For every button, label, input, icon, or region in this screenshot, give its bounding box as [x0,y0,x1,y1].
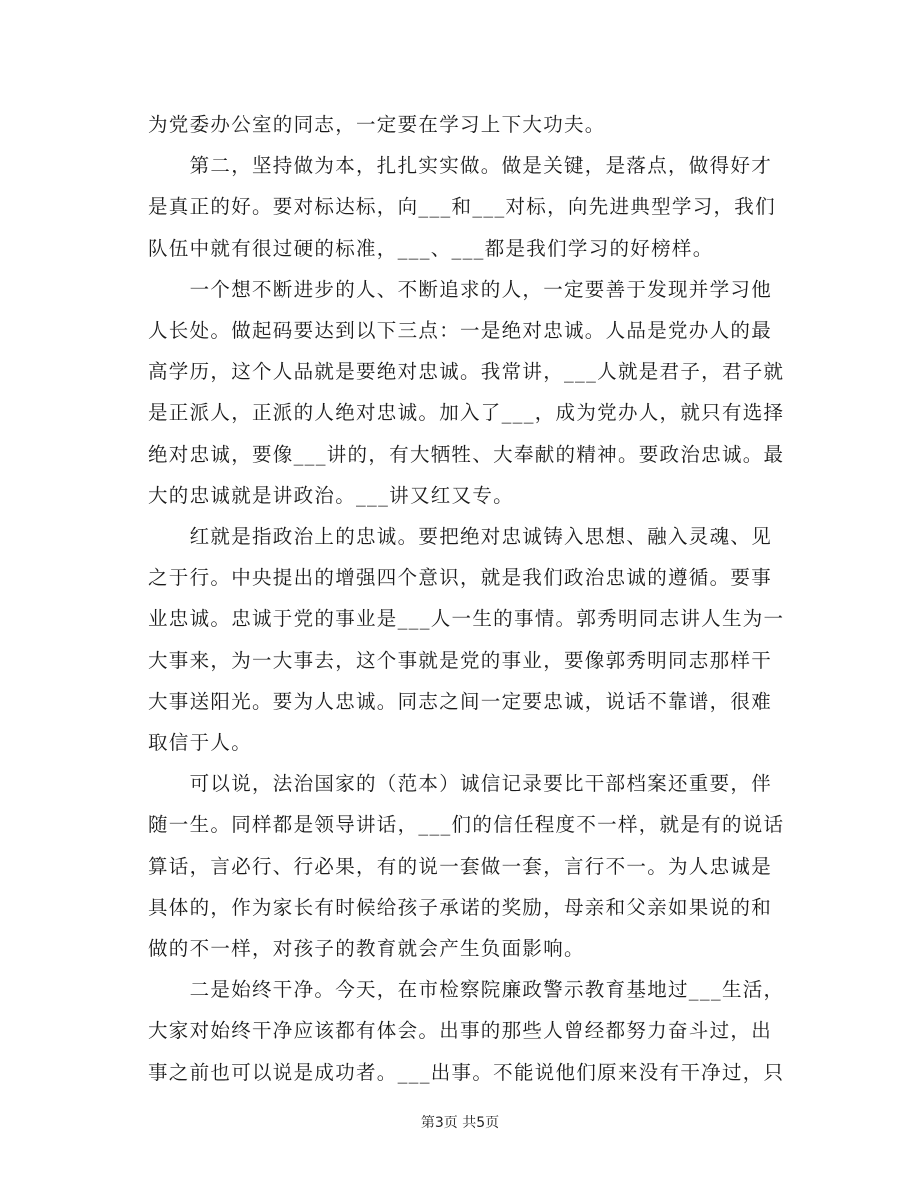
paragraph-1 [148,104,786,145]
text-line: 红就是指政治上的忠诚。要把绝对忠诚铸入思想、融入灵魂、见 [148,525,773,549]
text-line: 业忠诚。忠诚于党的事业是___人一生的事情。郭秀明同志讲人生为一 [148,607,785,631]
paragraph-6 [148,969,786,1093]
page-number-footer: 第3页 共5页 [420,1115,500,1131]
body-text [148,104,786,1093]
paragraph-4 [148,516,786,763]
text-line: 第二，坚持做为本，扎扎实实做。做是关键，是落点，做得好才 [148,154,773,178]
text-line: 具体的，作为家长有时候给孩子承诺的奖励，母亲和父亲如果说的和 [148,895,773,919]
paragraph-2 [148,145,786,269]
text-line: 算话，言必行、行必果，有的说一套做一套，言行不一。为人忠诚是 [148,854,773,878]
text-line: 可以说，法治国家的（范本）诚信记录要比干部档案还重要，伴 [148,772,773,796]
paragraph-5 [148,763,786,969]
text-line: 大事送阳光。要为人忠诚。同志之间一定要忠诚，说话不靠谱，很难 [148,689,773,713]
text-line: 人长处。做起码要达到以下三点：一是绝对忠诚。人品是党办人的最 [148,319,773,343]
text-line: 是真正的好。要对标达标，向___和___对标，向先进典型学习，我们 [148,195,776,219]
text-line: 之于行。中央提出的增强四个意识，就是我们政治忠诚的遵循。要事 [148,566,773,590]
text-line: 为党委办公室的同志，一定要在学习上下大功夫。 [148,113,606,136]
text-line: 队伍中就有很过硬的标准，___、___都是我们学习的好榜样。 [148,236,714,260]
text-line: 事之前也可以说是成功者。___出事。不能说他们原来没有干净过，只 [148,1060,785,1084]
text-line: 大家对始终干净应该都有体会。出事的那些人曾经都努力奋斗过，出 [148,1019,773,1043]
text-line: 做的不一样，对孩子的教育就会产生负面影响。 [148,937,585,961]
text-line: 大事来，为一大事去，这个事就是党的事业，要像郭秀明同志那样干 [148,648,773,672]
text-line: 二是始终干净。今天，在市检察院廉政警示教育基地过___生活， [148,978,785,1002]
text-line: 高学历，这个人品就是要绝对忠诚。我常讲，___人就是君子，君子就 [148,360,785,384]
text-line: 取信于人。 [148,731,253,755]
text-line: 随一生。同样都是领导讲话，___们的信任程度不一样，就是有的说话 [148,813,785,837]
paragraph-3 [148,269,786,516]
text-line: 大的忠诚就是讲政治。___讲又红又专。 [148,483,514,507]
text-line: 绝对忠诚，要像___讲的，有大牺牲、大奉献的精神。要政治忠诚。最 [148,442,785,466]
text-line: 是正派人，正派的人绝对忠诚。加入了___，成为党办人，就只有选择 [148,401,785,425]
text-line: 一个想不断进步的人、不断追求的人，一定要善于发现并学习他 [148,277,773,301]
